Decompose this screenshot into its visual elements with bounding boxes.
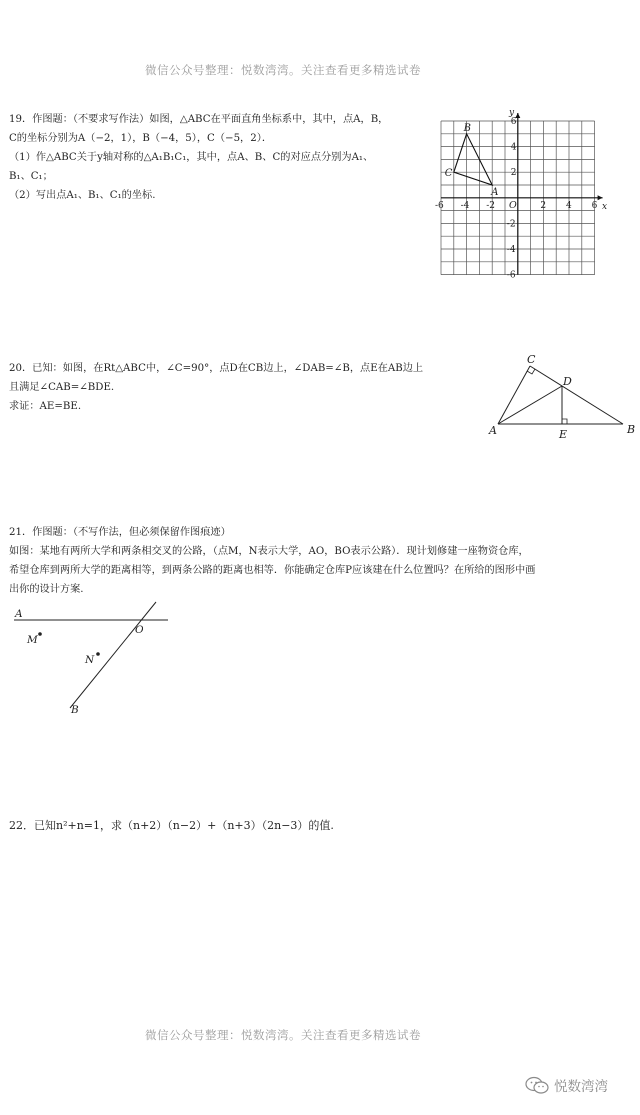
y-tick-label: 6 [510, 117, 517, 127]
q19-coordinate-grid [430, 104, 620, 284]
question-20-text [9, 359, 423, 416]
watermark-bottom: 微信公众号整理：悦数湾湾。关注查看更多精选试卷 [145, 1028, 421, 1042]
q20-line-3: 求证：AE=BE. [9, 401, 82, 412]
road-bo [70, 602, 156, 708]
q19-line-1: 19．作图题：（不要求写作法）如图，△ABC在平面直角坐标系中，其中，点A，B， [9, 114, 389, 125]
q20-line-1: 20．已知：如图，在Rt△ABC中，∠C=90°，点D在CB边上，∠DAB=∠B，点E在AB边上 [9, 363, 424, 374]
origin-label: O [509, 200, 517, 211]
point-n [96, 652, 100, 656]
question-19-text [9, 110, 388, 205]
x-tick-label: -4 [460, 200, 470, 211]
y-tick-label: -2 [506, 219, 516, 230]
tick-labels [435, 117, 598, 281]
label-o: O [135, 624, 144, 636]
q20-triangle-figure [480, 350, 640, 445]
point-m [38, 632, 42, 636]
y-tick-label: -6 [506, 270, 516, 281]
x-tick-label: 6 [591, 200, 598, 211]
q21-roads-figure [8, 598, 178, 720]
point-label-a: A [491, 187, 499, 198]
label-a: A [15, 608, 23, 620]
y-tick-label: -4 [506, 245, 516, 255]
brand-name: 悦数湾湾 [554, 1079, 608, 1095]
point-label-c: C [444, 168, 453, 180]
x-tick-label: 4 [566, 200, 572, 211]
right-angle-mark-e [562, 419, 567, 424]
watermark-top: 微信公众号整理：悦数湾湾。关注查看更多精选试卷 [145, 63, 421, 77]
label-n: N [85, 654, 95, 666]
label-e: E [559, 428, 568, 441]
q19-line-2: C的坐标分别为A（−2，1），B（−4，5），C（−5，2）． [9, 133, 273, 144]
side-cb [530, 366, 623, 424]
q21-line-1: 21．作图题：（不写作法，但必须保留作图痕迹） [9, 527, 231, 538]
point-label-b: B [463, 122, 471, 134]
label-d: D [563, 375, 572, 388]
x-axis-label: x [602, 202, 608, 212]
y-tick-label: 2 [510, 168, 517, 179]
q22-line-1: 22．已知n²+n=1，求（n+2）（n−2）+（n+3）（2n−3）的值. [9, 819, 334, 832]
y-axis-label: y [509, 108, 515, 118]
segment-ad [498, 386, 562, 424]
q21-line-4: 出你的设计方案. [9, 584, 84, 595]
label-b: B [627, 423, 636, 436]
brand-mark [524, 1075, 608, 1095]
q21-line-3: 希望仓库到两所大学的距离相等，到两条公路的距离也相等．你能确定仓库P应该建在什么位置吗？在所给的图形中画 [9, 565, 536, 576]
q21-line-2: 如图：某地有两所大学和两条相交叉的公路，（点M，N表示大学，AO，BO表示公路）．现计划修建一座物资仓库， [9, 546, 529, 557]
y-tick-label: 4 [510, 142, 517, 153]
label-a: A [489, 424, 497, 437]
x-tick-label: -6 [435, 200, 444, 211]
x-tick-label: -2 [486, 200, 495, 211]
side-ac [498, 366, 530, 424]
x-tick-label: 2 [540, 200, 547, 211]
q19-line-4: B₁、C₁； [9, 171, 53, 182]
x-axis-arrow [598, 195, 603, 200]
label-m: M [27, 634, 38, 646]
q19-line-5: （2）写出点A₁、B₁、C₁的坐标. [9, 190, 156, 201]
label-b: B [71, 704, 79, 716]
label-c: C [527, 353, 536, 366]
question-22-text [9, 816, 334, 835]
q19-line-3: （1）作△ABC关于y轴对称的△A₁B₁C₁，其中，点A、B、C的对应点分别为A₁、 [9, 152, 374, 163]
question-21-text [9, 523, 535, 599]
wechat-icon [524, 1075, 550, 1095]
q20-line-2: 且满足∠CAB=∠BDE. [9, 382, 115, 393]
